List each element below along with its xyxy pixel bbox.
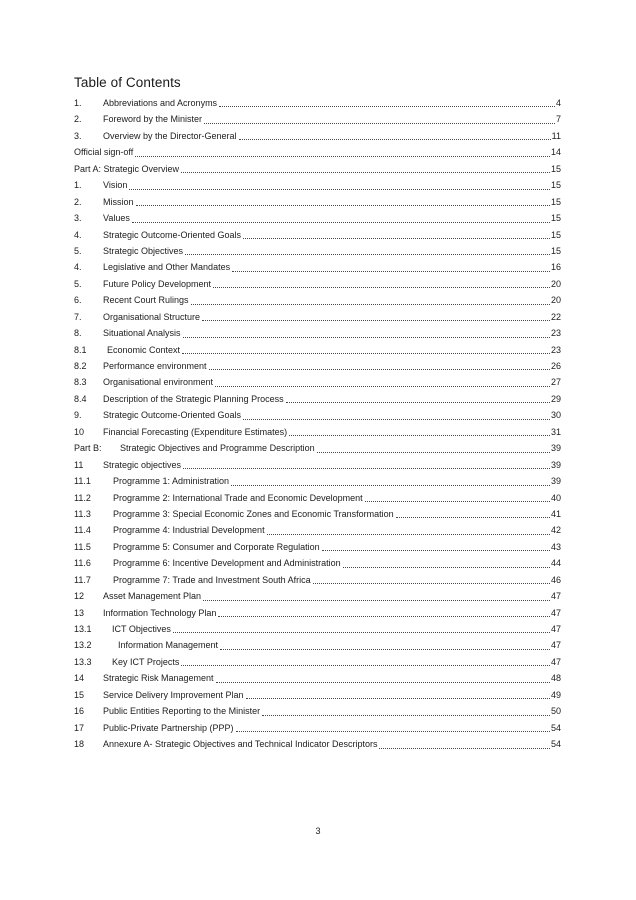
dot-leader-icon (202, 320, 550, 321)
dot-leader-icon (185, 254, 550, 255)
page-number: 3 (315, 826, 321, 836)
toc-entry[interactable] (74, 276, 561, 292)
toc-entry[interactable] (74, 736, 561, 752)
toc-entry-number: 3. (74, 213, 82, 224)
dot-leader-icon (181, 665, 550, 666)
toc-entry-page: 48 (550, 673, 561, 684)
toc-entry-number: 6. (74, 295, 82, 306)
toc-entry-number: 13.1 (74, 624, 92, 634)
toc-entry-page: 44 (550, 558, 561, 569)
toc-entry-page: 47 (550, 607, 561, 618)
toc-entry-number: 8.1 (74, 344, 87, 355)
toc-entry-page: 39 (550, 476, 561, 487)
toc-entry[interactable] (74, 621, 561, 637)
dot-leader-icon (236, 731, 550, 732)
dot-leader-icon (135, 156, 550, 157)
toc-entry-page: 15 (550, 196, 561, 207)
toc-entry-label: Financial Forecasting (Expenditure Estimates) (103, 426, 288, 437)
toc-entry-page: 54 (550, 722, 561, 733)
dot-leader-icon (215, 386, 550, 387)
toc-entry[interactable] (74, 506, 561, 522)
toc-entry-label: Programme 2: International Trade and Economic Development (113, 492, 363, 503)
toc-entry[interactable] (74, 144, 561, 160)
toc-entry-number: 11 (74, 459, 84, 470)
toc-entry-label: Programme 6: Incentive Development and Administration (113, 558, 341, 569)
toc-entry[interactable] (74, 292, 561, 308)
dot-leader-icon (209, 369, 550, 370)
dot-leader-icon (183, 337, 550, 338)
dot-leader-icon (243, 238, 550, 239)
toc-entry-label: Description of the Strategic Planning Process (103, 393, 284, 404)
toc-entry[interactable] (74, 572, 561, 588)
dot-leader-icon (183, 468, 550, 469)
toc-entry-page: 39 (550, 443, 561, 454)
toc-entry-number: 11.5 (74, 541, 91, 552)
dot-leader-icon (239, 139, 551, 140)
toc-entry-label: Vision (103, 180, 128, 191)
toc-entry-label: Economic Context (107, 344, 181, 355)
toc-list (74, 95, 561, 753)
toc-entry-page: 14 (550, 147, 561, 158)
toc-entry-number: 11.1 (74, 476, 91, 487)
toc-entry-number: 16 (74, 706, 85, 717)
toc-entry-page: 49 (550, 689, 561, 700)
toc-entry-number: 4. (74, 229, 82, 240)
toc-entry-number: 17 (74, 722, 85, 733)
toc-entry[interactable] (74, 259, 561, 275)
toc-entry-label: Official sign-off (74, 147, 134, 158)
toc-entry-label: Mission (103, 196, 134, 207)
toc-entry-label: Key ICT Projects (112, 656, 180, 667)
toc-entry-label: Programme 3: Special Economic Zones and Economic Transformation (113, 508, 394, 519)
toc-entry-page: 47 (550, 640, 561, 651)
toc-entry-number: 11.4 (74, 525, 91, 536)
toc-entry[interactable] (74, 539, 561, 555)
toc-entry-number: 1. (74, 180, 82, 191)
toc-entry-label: Abbreviations and Acronyms (103, 98, 218, 108)
toc-entry-page: 15 (550, 229, 561, 240)
dot-leader-icon (182, 353, 550, 354)
toc-entry-label: Foreword by the Minister (103, 114, 203, 125)
toc-entry[interactable] (74, 342, 561, 358)
toc-entry-label: Situational Analysis (103, 328, 181, 339)
toc-entry-page: 31 (550, 426, 561, 437)
dot-leader-icon (379, 748, 550, 749)
toc-entry[interactable] (74, 473, 561, 489)
toc-entry-page: 47 (550, 656, 561, 667)
toc-entry-page: 4 (555, 98, 561, 108)
dot-leader-icon (231, 485, 550, 486)
dot-leader-icon (132, 222, 550, 223)
dot-leader-icon (289, 435, 550, 436)
dot-leader-icon (313, 583, 550, 584)
toc-entry[interactable] (74, 490, 561, 506)
toc-entry[interactable] (74, 111, 561, 127)
toc-entry-page: 42 (550, 525, 561, 536)
toc-entry-label: Asset Management Plan (103, 591, 202, 602)
toc-entry[interactable] (74, 227, 561, 243)
toc-entry-number: 8.2 (74, 361, 87, 371)
toc-entry-label: Public Entities Reporting to the Minister (103, 706, 261, 717)
toc-entry-page: 15 (550, 245, 561, 256)
toc-entry-number: 8.3 (74, 377, 87, 388)
toc-entry[interactable] (74, 654, 561, 670)
toc-entry-number: 2. (74, 196, 82, 207)
toc-entry[interactable] (74, 309, 561, 325)
toc-entry-number: 4. (74, 262, 82, 273)
dot-leader-icon (219, 106, 555, 107)
dot-leader-icon (286, 402, 550, 403)
dot-leader-icon (173, 632, 550, 633)
toc-entry[interactable] (74, 325, 561, 341)
toc-entry-number: 15 (74, 689, 85, 700)
toc-entry-number: 13.2 (74, 640, 92, 651)
toc-entry-label: Information Technology Plan (103, 607, 217, 618)
toc-entry-label: Strategic Objectives (103, 245, 184, 256)
dot-leader-icon (322, 550, 550, 551)
toc-entry-number: 12 (74, 591, 85, 602)
toc-entry-label: Information Management (118, 640, 219, 651)
toc-entry[interactable] (74, 720, 561, 736)
toc-entry-number: 10 (74, 426, 85, 437)
dot-leader-icon (218, 616, 550, 617)
toc-entry-page: 50 (550, 706, 561, 717)
toc-entry-number: 8.4 (74, 393, 87, 404)
toc-entry-label: Programme 1: Administration (113, 476, 230, 487)
toc-entry[interactable] (74, 605, 561, 621)
toc-entry-page: 7 (555, 114, 561, 125)
toc-entry-page: 43 (550, 541, 561, 552)
toc-entry-label: Strategic Outcome-Oriented Goals (103, 229, 242, 240)
toc-entry[interactable] (74, 177, 561, 193)
dot-leader-icon (213, 287, 550, 288)
dot-leader-icon (136, 205, 550, 206)
toc-entry-number: 14 (74, 673, 85, 684)
toc-entry[interactable] (74, 440, 561, 456)
toc-entry-number: 13.3 (74, 656, 92, 667)
toc-entry-page: 27 (550, 377, 561, 388)
toc-entry[interactable] (74, 128, 561, 144)
toc-entry[interactable] (74, 243, 561, 259)
toc-entry-page: 40 (550, 492, 561, 503)
dot-leader-icon (262, 715, 550, 716)
toc-entry-page: 46 (550, 574, 561, 585)
toc-entry-label: Strategic objectives (103, 459, 182, 470)
toc-entry-label: Future Policy Development (103, 278, 212, 289)
toc-entry[interactable] (74, 358, 561, 374)
toc-entry-label: Organisational environment (103, 377, 214, 388)
toc-entry-page: 39 (550, 459, 561, 470)
toc-entry-page: 54 (550, 739, 561, 750)
toc-entry[interactable] (74, 194, 561, 210)
toc-entry-number: 11.3 (74, 508, 91, 519)
toc-entry-label: Service Delivery Improvement Plan (103, 689, 244, 700)
dot-leader-icon (317, 452, 550, 453)
toc-entry-page: 20 (550, 295, 561, 306)
dot-leader-icon (343, 567, 550, 568)
toc-entry[interactable] (74, 391, 561, 407)
toc-entry[interactable] (74, 407, 561, 423)
toc-entry-page: 29 (550, 393, 561, 404)
dot-leader-icon (204, 123, 555, 124)
toc-entry-label: Programme 5: Consumer and Corporate Regulation (113, 541, 320, 552)
toc-entry-number: 3. (74, 130, 82, 141)
toc-entry-number: 5. (74, 245, 82, 256)
toc-entry-number: Part B: (74, 443, 102, 454)
toc-entry-page: 41 (550, 508, 561, 519)
toc-entry-label: Strategic Outcome-Oriented Goals (103, 410, 242, 421)
toc-entry[interactable] (74, 424, 561, 440)
page-title: Table of Contents (74, 75, 181, 90)
toc-entry-label: Annexure A- Strategic Objectives and Technical Indicator Descriptors (103, 739, 378, 750)
toc-entry-number: 7. (74, 311, 82, 322)
toc-entry-label: Part A: Strategic Overview (74, 163, 180, 174)
dot-leader-icon (232, 271, 550, 272)
toc-entry-number: 11.7 (74, 574, 91, 585)
toc-entry-page: 23 (550, 328, 561, 339)
dot-leader-icon (181, 172, 550, 173)
dot-leader-icon (203, 600, 550, 601)
toc-entry-number: 2. (74, 114, 82, 125)
toc-entry-page: 30 (550, 410, 561, 421)
toc-entry-label: Programme 7: Trade and Investment South Africa (113, 574, 311, 585)
toc-entry-label: Strategic Risk Management (103, 673, 214, 684)
toc-entry-label: Legislative and Other Mandates (103, 262, 231, 273)
toc-entry[interactable] (74, 374, 561, 390)
toc-entry-number: 18 (74, 739, 85, 750)
dot-leader-icon (396, 517, 550, 518)
toc-entry[interactable] (74, 588, 561, 604)
toc-entry[interactable] (74, 555, 561, 571)
toc-entry[interactable] (74, 637, 561, 653)
toc-entry-label: ICT Objectives (112, 624, 171, 634)
dot-leader-icon (243, 419, 550, 420)
toc-entry-page: 11 (551, 130, 561, 141)
toc-entry-number: 11.2 (74, 492, 91, 503)
toc-entry-label: Organisational Structure (103, 311, 201, 322)
dot-leader-icon (129, 189, 550, 190)
toc-entry-page: 22 (550, 311, 561, 322)
toc-entry[interactable] (74, 95, 561, 111)
toc-entry[interactable] (74, 687, 561, 703)
toc-entry-label: Values (103, 213, 130, 224)
dot-leader-icon (246, 698, 550, 699)
toc-entry[interactable] (74, 522, 561, 538)
dot-leader-icon (216, 682, 550, 683)
toc-entry[interactable] (74, 210, 561, 226)
toc-entry[interactable] (74, 161, 561, 177)
toc-entry-page: 26 (550, 361, 561, 371)
toc-entry-page: 16 (550, 262, 561, 273)
toc-entry-page: 23 (550, 344, 561, 355)
toc-entry-label: Programme 4: Industrial Development (113, 525, 265, 536)
toc-entry-page: 15 (550, 163, 561, 174)
dot-leader-icon (220, 649, 550, 650)
toc-entry[interactable] (74, 670, 561, 686)
toc-entry[interactable] (74, 457, 561, 473)
toc-entry-label: Public-Private Partnership (PPP) (103, 722, 234, 733)
toc-entry-page: 15 (550, 180, 561, 191)
toc-entry-number: 5. (74, 278, 82, 289)
toc-entry-number: 8. (74, 328, 82, 339)
toc-entry-number: 13 (74, 607, 85, 618)
toc-entry[interactable] (74, 703, 561, 719)
toc-entry-page: 20 (550, 278, 561, 289)
toc-entry-label: Performance environment (103, 361, 207, 371)
dot-leader-icon (365, 501, 550, 502)
toc-entry-page: 15 (550, 213, 561, 224)
toc-entry-label: Recent Court Rulings (103, 295, 189, 306)
toc-entry-number: 11.6 (74, 558, 91, 569)
toc-entry-page: 47 (550, 624, 561, 634)
dot-leader-icon (267, 534, 550, 535)
toc-entry-label: Overview by the Director-General (103, 130, 237, 141)
toc-entry-label: Strategic Objectives and Programme Description (120, 443, 315, 454)
dot-leader-icon (191, 304, 550, 305)
toc-entry-number: 1. (74, 98, 82, 108)
toc-entry-page: 47 (550, 591, 561, 602)
toc-entry-number: 9. (74, 410, 82, 421)
